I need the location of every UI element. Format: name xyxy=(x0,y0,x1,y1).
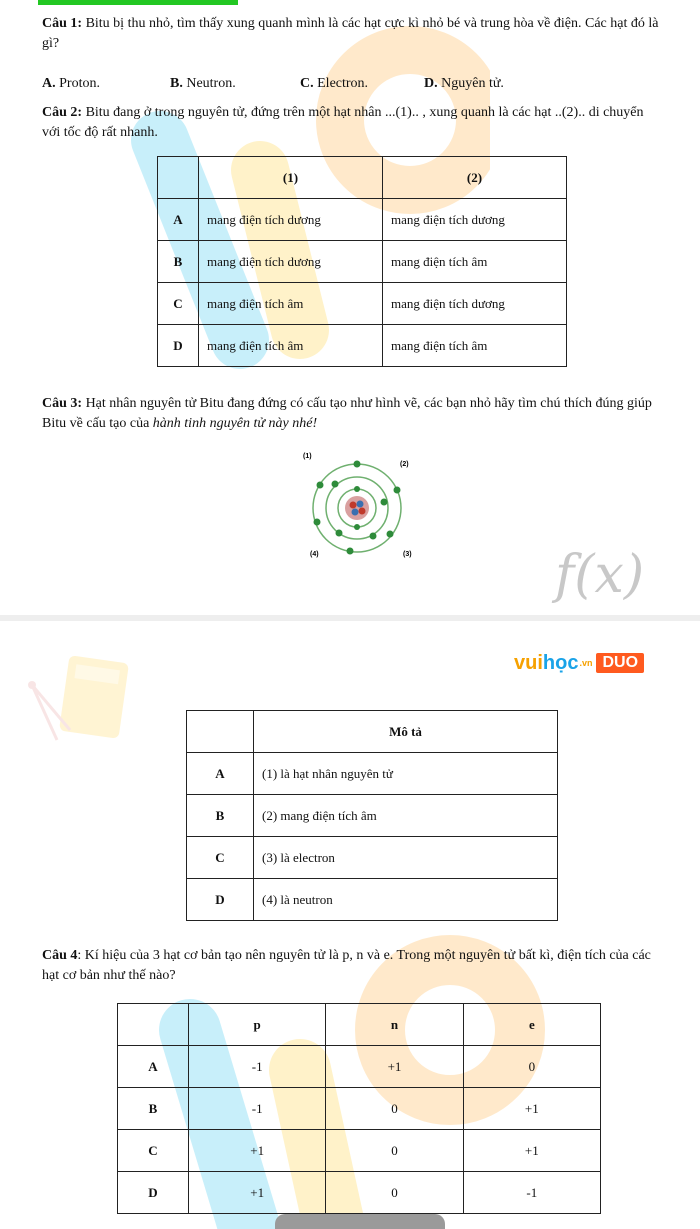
top-green-bar xyxy=(38,0,238,5)
q2-text xyxy=(42,103,662,143)
q1-option-a: A. Proton. xyxy=(42,76,100,91)
fx-decoration: f(x) xyxy=(555,545,645,605)
table-row: D mang điện tích âm mang điện tích âm xyxy=(158,325,567,367)
atom-diagram xyxy=(295,450,425,560)
q4-body: : Kí hiệu của 3 hạt cơ bản tạo nên nguyên tử là p, n và e. Trong một nguyên tử bất kì, điện tích của các hạt cơ bản như thế nào? xyxy=(42,948,651,983)
q2-body: Bitu đang ở trong nguyên tử, đứng trên một hạt nhân ...(1).. , xung quanh là các hạt ..(2).. di chuyển với tốc độ rất nhanh. xyxy=(42,105,644,140)
q2-table xyxy=(157,156,567,367)
table-row: B mang điện tích dương mang điện tích âm xyxy=(158,241,567,283)
q4-text xyxy=(42,946,667,986)
q4-number: Câu 4 xyxy=(42,948,78,963)
q1-body: Bitu bị thu nhỏ, tìm thấy xung quanh mình là các hạt cực kì nhỏ bé và trung hòa về điện. Các hạt đó là gì? xyxy=(42,16,659,51)
table-header-row: Mô tả xyxy=(187,711,558,753)
table-row: B (2) mang điện tích âm xyxy=(187,795,558,837)
table-row: B -1 0 +1 xyxy=(118,1088,601,1130)
q1-option-d: D. Nguyên tử. xyxy=(424,76,504,91)
diagram-label-4: (4) xyxy=(310,551,319,558)
q1-text xyxy=(42,14,662,54)
diagram-label-1: (1) xyxy=(303,453,312,460)
table-row: C +1 0 +1 xyxy=(118,1130,601,1172)
table-row: A mang điện tích dương mang điện tích dương xyxy=(158,199,567,241)
table-row: A (1) là hạt nhân nguyên tử xyxy=(187,753,558,795)
table-header-row: (1) (2) xyxy=(158,157,567,199)
table-header-row: p n e xyxy=(118,1004,601,1046)
q1-number: Câu 1: xyxy=(42,16,83,31)
vuihoc-duo-logo: vui học .vn DUO xyxy=(514,651,644,675)
calculator-icon xyxy=(22,655,132,745)
q2-number: Câu 2: xyxy=(42,105,83,120)
q1-option-b: B. Neutron. xyxy=(170,76,236,91)
table-row: C mang điện tích âm mang điện tích dương xyxy=(158,283,567,325)
q1-option-c: C. Electron. xyxy=(300,76,369,91)
table-row: C (3) là electron xyxy=(187,837,558,879)
q3-body-italic: hành tinh nguyên tử này nhé! xyxy=(152,416,318,431)
q4-table xyxy=(117,1003,601,1214)
page-divider xyxy=(0,615,700,621)
q3-table xyxy=(186,710,558,921)
q3-text xyxy=(42,394,662,434)
diagram-label-3: (3) xyxy=(403,551,412,558)
q3-body: Hạt nhân nguyên tử Bitu đang đứng có cấu tạo như hình vẽ, các bạn nhỏ hãy tìm chú thích đúng giúp Bitu về cấu tạo của xyxy=(42,396,652,431)
diagram-label-2: (2) xyxy=(400,461,409,468)
scroll-handle[interactable] xyxy=(275,1214,445,1229)
table-row: A -1 +1 0 xyxy=(118,1046,601,1088)
table-row: D (4) là neutron xyxy=(187,879,558,921)
q3-number: Câu 3: xyxy=(42,396,83,411)
table-row: D +1 0 -1 xyxy=(118,1172,601,1214)
